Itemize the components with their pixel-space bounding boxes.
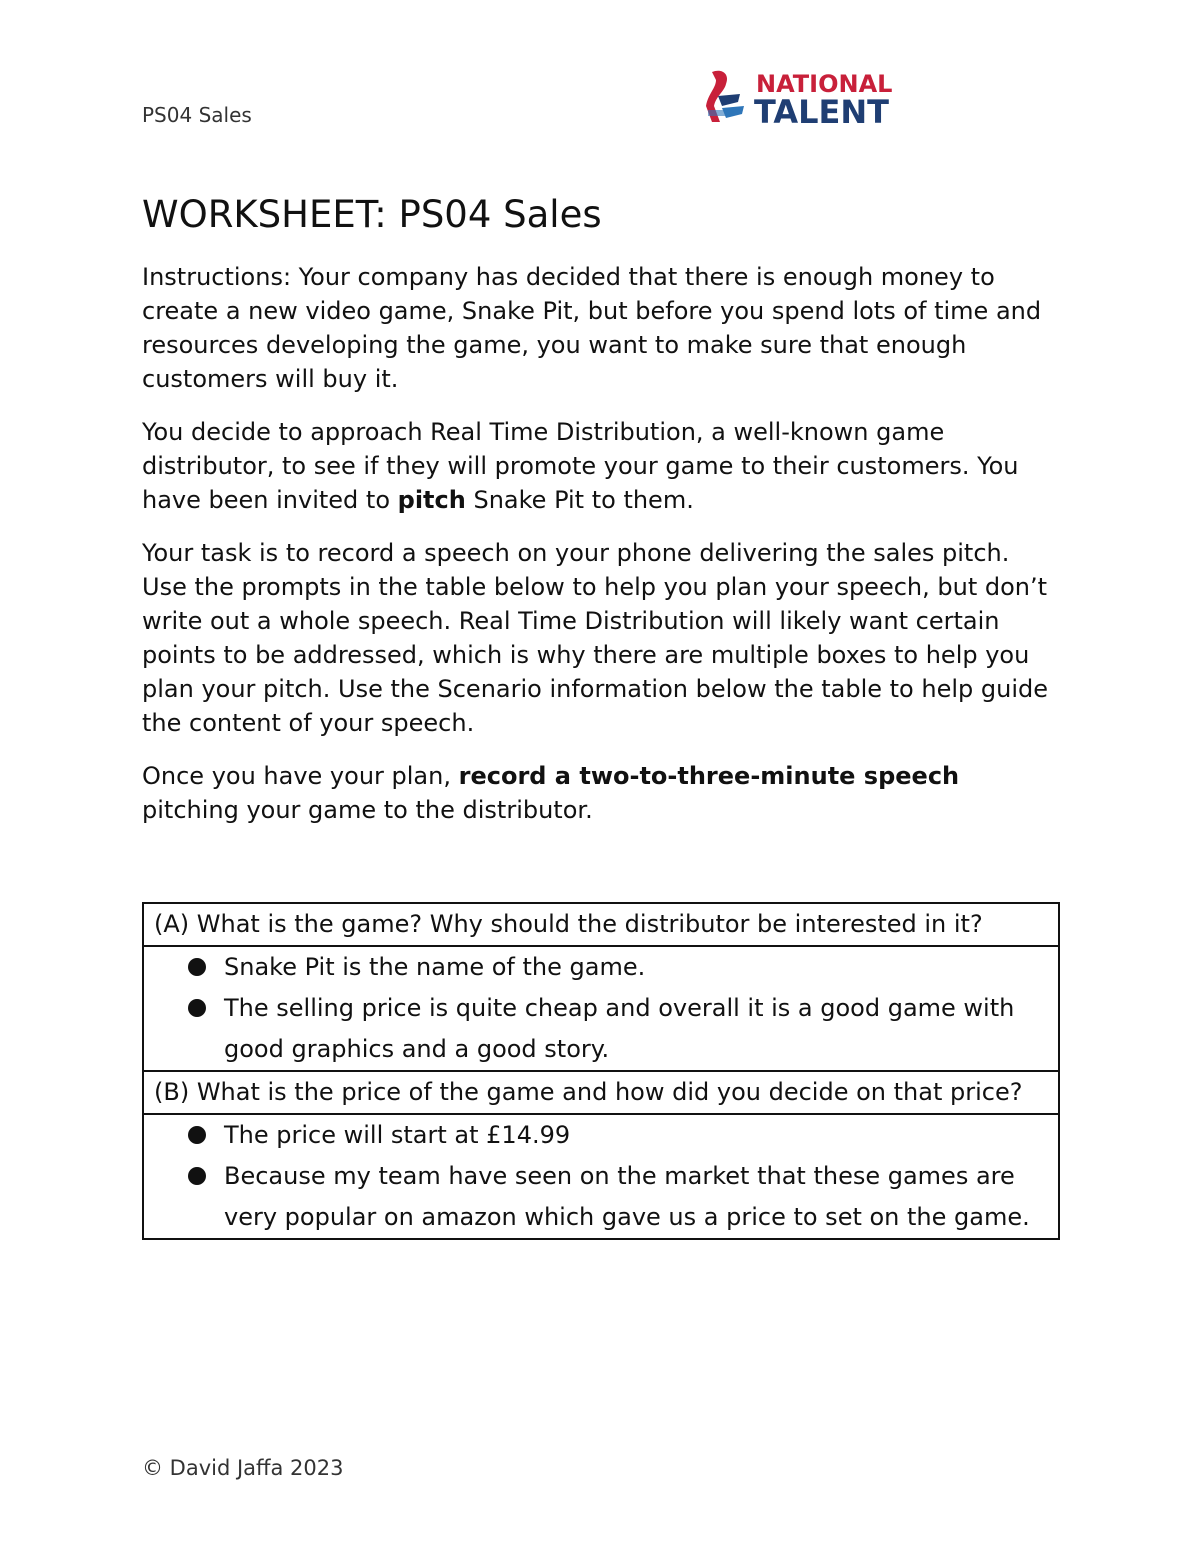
runner-emblem-icon bbox=[706, 71, 744, 122]
answer-bullet: The price will start at £14.99 bbox=[224, 1115, 1048, 1156]
answer-bullet: Because my team have seen on the market that these games are very popular on amazon which gave us a price to set on the game. bbox=[224, 1156, 1048, 1238]
answer-bullet: Snake Pit is the name of the game. bbox=[224, 947, 1048, 988]
instructions-text bbox=[142, 260, 1060, 846]
answer-list bbox=[154, 947, 1048, 1070]
header-label: PS04 Sales bbox=[142, 103, 252, 127]
paragraph-text: Snake Pit to them. bbox=[465, 486, 694, 514]
question-row bbox=[143, 903, 1059, 946]
question-row bbox=[143, 1071, 1059, 1114]
planning-table bbox=[142, 902, 1060, 1240]
answer-row bbox=[143, 946, 1059, 1071]
instruction-paragraph bbox=[142, 759, 1060, 827]
paragraph-text: Your task is to record a speech on your phone delivering the sales pitch. Use the prompts in the table below to help you plan your speech, but don’t write out a whole speech. Real Time Distribution will likely want certain points to be addressed, which is why there are multiple boxes to help you plan your pitch. Use the Scenario information below the table to help guide the content of your speech. bbox=[142, 539, 1048, 737]
paragraph-text: Instructions: Your company has decided that there is enough money to create a new video game, Snake Pit, but before you spend lots of time and resources developing the game, you want to make sure that enough customers will buy it. bbox=[142, 263, 1042, 393]
instruction-paragraph bbox=[142, 536, 1060, 740]
bold-text: record a two-to-three-minute speech bbox=[458, 762, 960, 790]
svg-text:NATIONAL: NATIONAL bbox=[756, 70, 893, 98]
answer-cell[interactable] bbox=[143, 1114, 1059, 1239]
svg-text:TALENT: TALENT bbox=[754, 93, 889, 128]
answer-row bbox=[143, 1114, 1059, 1239]
page-title: WORKSHEET: PS04 Sales bbox=[142, 193, 602, 236]
national-talent-logo bbox=[704, 66, 904, 128]
answer-list bbox=[154, 1115, 1048, 1238]
instruction-paragraph bbox=[142, 260, 1060, 396]
paragraph-text: You decide to approach Real Time Distribution, a well-known game distributor, to see if they will promote your game to their customers. You have been invited to bbox=[142, 418, 1019, 514]
instruction-paragraph bbox=[142, 415, 1060, 517]
question-cell: (A) What is the game? Why should the distributor be interested in it? bbox=[143, 903, 1059, 946]
copyright-footer: © David Jaffa 2023 bbox=[142, 1456, 344, 1480]
paragraph-text: pitching your game to the distributor. bbox=[142, 796, 593, 824]
question-cell: (B) What is the price of the game and how did you decide on that price? bbox=[143, 1071, 1059, 1114]
answer-bullet: The selling price is quite cheap and overall it is a good game with good graphics and a good story. bbox=[224, 988, 1048, 1070]
paragraph-text: Once you have your plan, bbox=[142, 762, 459, 790]
bold-text: pitch bbox=[397, 486, 466, 514]
worksheet-page bbox=[142, 0, 1060, 1553]
answer-cell[interactable] bbox=[143, 946, 1059, 1071]
